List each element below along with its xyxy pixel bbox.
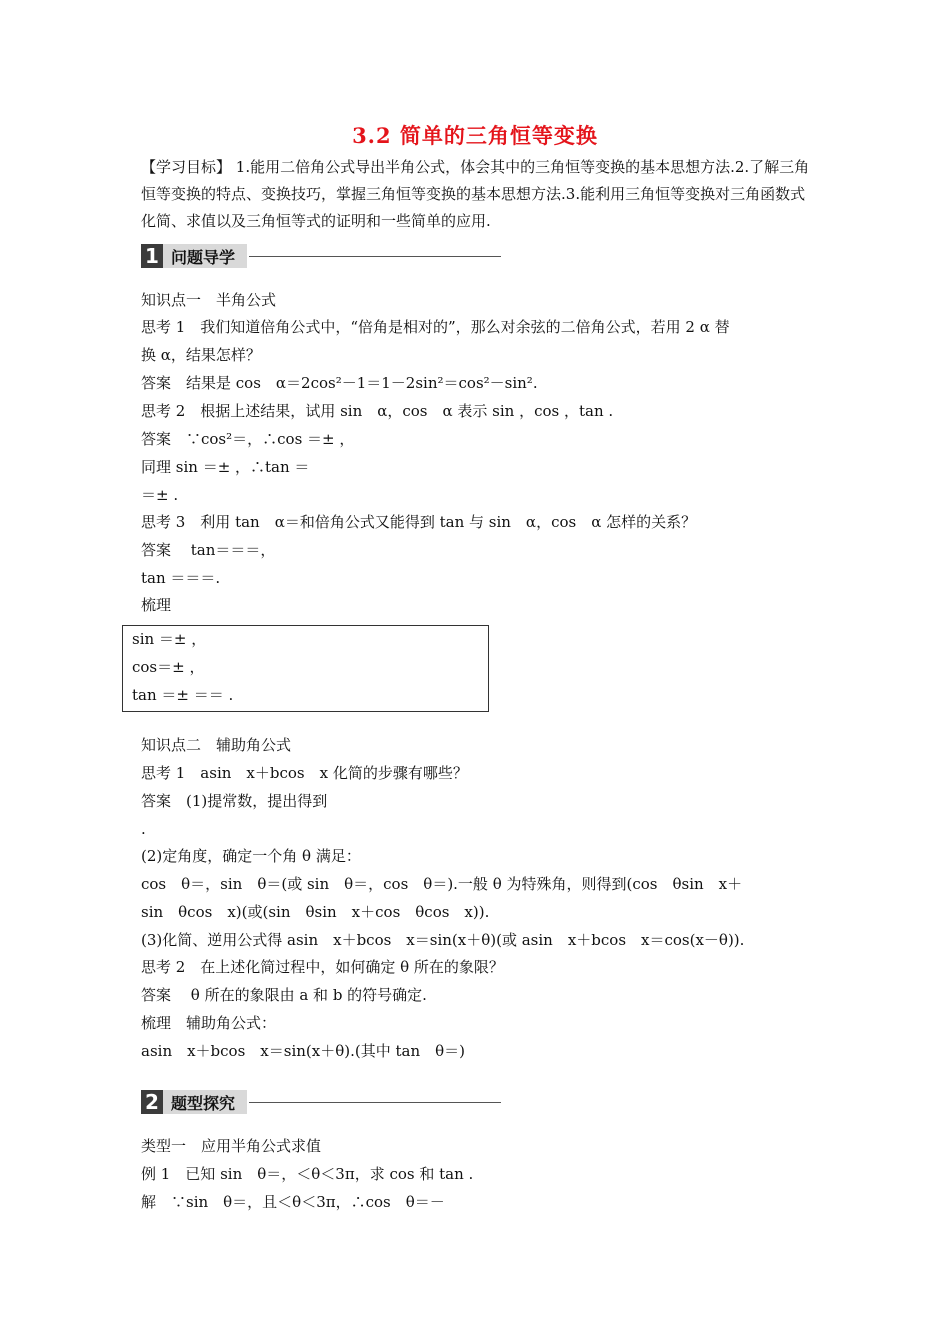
text-line: (3)化简、逆用公式得 asin x＋bcos x＝sin(x＋θ)(或 asin x＋bcos x＝cos(x－θ)).	[141, 931, 745, 949]
section-number: 1	[141, 244, 163, 268]
text-line: .	[141, 820, 146, 838]
section-header-2	[141, 1090, 501, 1114]
objective-label: 【学习目标】	[141, 158, 232, 176]
text-line: tan ＝＝＝.	[141, 569, 221, 587]
summary-box	[122, 625, 489, 712]
text-line: 答案 结果是 cos α＝2cos²－1＝1－2sin²＝cos²－sin².	[141, 374, 538, 392]
box-line: sin ＝± ，	[132, 630, 207, 648]
text-line: 思考 2 根据上述结果，试用 sin α，cos α 表示 sin ，cos ，tan .	[141, 402, 614, 420]
type-heading: 类型一 应用半角公式求值	[141, 1137, 322, 1155]
text-line: asin x＋bcos x＝sin(x＋θ).(其中 tan θ＝)	[141, 1042, 466, 1060]
text-line: 同理 sin ＝± ，∴tan ＝	[141, 458, 310, 476]
section-rule	[249, 256, 501, 257]
text-line: 换 α，结果怎样？	[141, 346, 261, 364]
section-label: 问题导学	[163, 244, 247, 268]
text-line: 思考 3 利用 tan α＝和倍角公式又能得到 tan 与 sin α，cos α 怎样的关系？	[141, 513, 697, 531]
section-header-1	[141, 244, 501, 268]
knowledge-point-2: 知识点二 辅助角公式	[141, 736, 292, 754]
section-label: 题型探究	[163, 1090, 247, 1114]
text-line: 答案 (1)提常数，提出得到	[141, 792, 328, 810]
text-line: 答案 ∵cos²＝，∴cos ＝± ，	[141, 430, 355, 448]
summary-label: 梳理	[141, 596, 172, 614]
box-line: tan ＝± ＝＝ .	[132, 686, 234, 704]
text-line: sin θcos x)(或(sin θsin x＋cos θcos x)).	[141, 903, 490, 921]
objective-text: 1.能用二倍角公式导出半角公式，体会其中的三角恒等变换的基本思想方法.2.了解三角恒等变换的特点、变换技巧，掌握三角恒等变换的基本思想方法.3.能利用三角恒等变换对三角函数式化简、求值以及三角恒等式的证明和一些简单的应用.	[141, 158, 810, 230]
text-line: 答案 tan＝＝＝，	[141, 541, 276, 559]
box-line: cos＝± ，	[132, 658, 205, 676]
text-line: cos θ＝，sin θ＝(或 sin θ＝，cos θ＝).一般 θ 为特殊角，则得到(cos θsin x＋	[141, 875, 743, 893]
text-line: ＝± .	[141, 486, 179, 504]
text-line: 思考 2 在上述化简过程中，如何确定 θ 所在的象限？	[141, 958, 504, 976]
text-line: (2)定角度，确定一个角 θ 满足：	[141, 847, 361, 865]
section-rule	[249, 1102, 501, 1103]
learning-objective	[141, 154, 813, 235]
solution-line: 解 ∵sin θ＝，且＜θ＜3π，∴cos θ＝－	[141, 1193, 445, 1211]
text-line: 思考 1 我们知道倍角公式中，“倍角是相对的”，那么对余弦的二倍角公式，若用 2 α 替	[141, 318, 730, 336]
section-number: 2	[141, 1090, 163, 1114]
text-line: 思考 1 asin x＋bcos x 化简的步骤有哪些？	[141, 764, 468, 782]
page-title: 3.2 简单的三角恒等变换	[352, 123, 598, 148]
knowledge-point-1: 知识点一 半角公式	[141, 291, 277, 309]
example-line: 例 1 已知 sin θ＝，＜θ＜3π，求 cos 和 tan .	[141, 1165, 474, 1183]
text-line: 答案 θ 所在的象限由 a 和 b 的符号确定.	[141, 986, 427, 1004]
text-line: 梳理 辅助角公式：	[141, 1014, 277, 1032]
